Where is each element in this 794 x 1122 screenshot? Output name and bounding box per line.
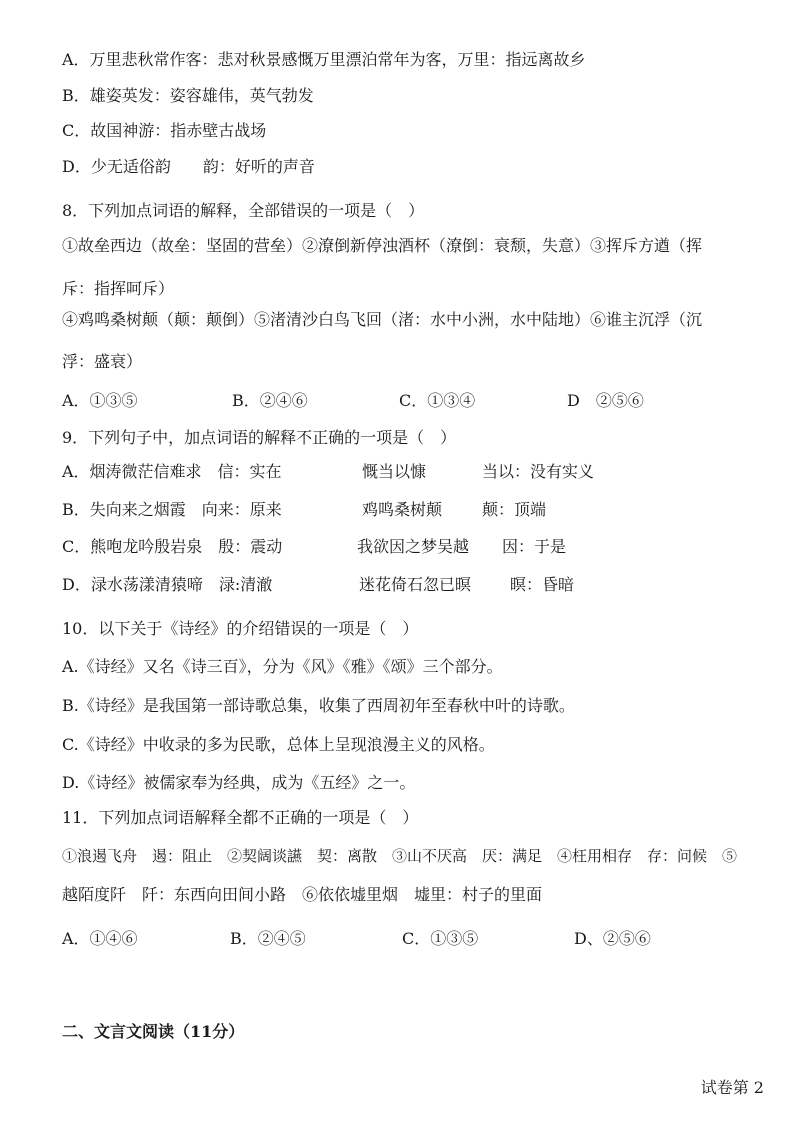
q9-row-a-phrase: 慨当以慷 (362, 462, 427, 481)
q8-stem: 8．下列加点词语的解释，全部错误的一项是（ ） (62, 201, 425, 220)
page-footer: 试卷第 2 (700, 1078, 764, 1097)
q10-stem: 10．以下关于《诗经》的介绍错误的一项是（ ） (62, 619, 419, 638)
q9-row-d-gloss: 暝：昏暗 (510, 575, 575, 594)
q7-option-b: B．雄姿英发：姿容雄伟，英气勃发 (62, 86, 314, 105)
q9-row-c-item: C．熊咆龙吟殷岩泉 殷：震动 (62, 537, 283, 556)
q11-answer-a: A．①④⑥ (62, 929, 138, 948)
q10-option-c: C.《诗经》中收录的多为民歌，总体上呈现浪漫主义的风格。 (62, 735, 495, 754)
q7-option-c: C．故国神游：指赤壁古战场 (62, 121, 267, 140)
q11-stem: 11．下列加点词语解释全都不正确的一项是（ ） (62, 808, 419, 827)
q9-row-b-phrase: 鸡鸣桑树颠 (362, 500, 443, 519)
q8-line-4: 浮：盛衰） (62, 352, 143, 371)
q9-row-a-item: A．烟涛微茫信难求 信：实在 (62, 462, 282, 481)
q11-line-2: 越陌度阡 阡：东西向田间小路 ⑥依依墟里烟 墟里：村子的里面 (62, 885, 543, 904)
q9-row-c-gloss: 因：于是 (502, 537, 567, 556)
q9-row-b-item: B．失向来之烟霞 向来：原来 (62, 500, 282, 519)
q9-stem: 9．下列句子中，加点词语的解释不正确的一项是（ ） (62, 428, 457, 447)
q10-option-b: B.《诗经》是我国第一部诗歌总集，收集了西周初年至春秋中叶的诗歌。 (62, 696, 575, 715)
q8-answer-d: D ②⑤⑥ (567, 391, 644, 410)
q7-option-d: D．少无适俗韵 韵：好听的声音 (62, 157, 315, 176)
q11-answer-c: C．①③⑤ (402, 929, 479, 948)
q9-row-d-phrase: 迷花倚石忽已暝 (359, 575, 472, 594)
q7-option-a: A．万里悲秋常作客：悲对秋景感慨万里漂泊常年为客，万里：指远离故乡 (62, 50, 586, 69)
q10-option-d: D.《诗经》被儒家奉为经典，成为《五经》之一。 (62, 773, 416, 792)
q8-answer-b: B．②④⑥ (232, 391, 308, 410)
q11-answer-d: D、②⑤⑥ (574, 929, 651, 948)
q9-row-a-gloss: 当以：没有实义 (482, 462, 595, 481)
q8-answer-c: C．①③④ (399, 391, 476, 410)
q9-row-b-gloss: 颠：顶端 (482, 500, 547, 519)
q8-line-3: ④鸡鸣桑树颠（颠：颠倒）⑤渚清沙白鸟飞回（渚：水中小洲，水中陆地）⑥谁主沉浮（沉 (62, 310, 703, 329)
q10-option-a: A.《诗经》又名《诗三百》，分为《风》《雅》《颂》三个部分。 (62, 657, 503, 676)
q11-line-1: ①浪遏飞舟 遏：阻止 ②契阔谈讌 契：离散 ③山不厌高 厌：满足 ④枉用相存 存：问候 ⑤ (62, 847, 738, 865)
q8-line-1: ①故垒西边（故垒：坚固的营垒）②潦倒新停浊酒杯（潦倒：衰颓，失意）③挥斥方遒（挥 (62, 236, 703, 255)
q9-row-c-phrase: 我欲因之梦吴越 (357, 537, 470, 556)
section-2-heading: 二、文言文阅读（11分） (62, 1022, 245, 1041)
q9-row-d-item: D．渌水荡漾清猿啼 渌:清澈 (62, 575, 273, 594)
q8-line-2: 斥：指挥呵斥） (62, 279, 175, 298)
q11-answer-b: B．②④⑤ (230, 929, 306, 948)
q8-answer-a: A．①③⑤ (62, 391, 138, 410)
